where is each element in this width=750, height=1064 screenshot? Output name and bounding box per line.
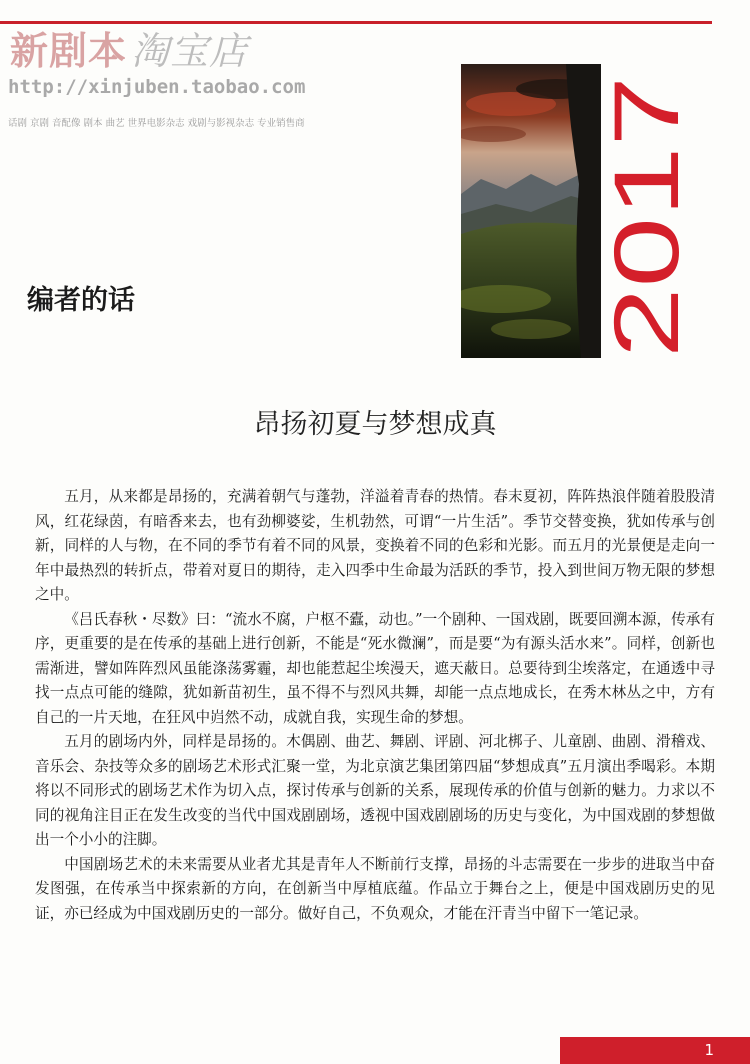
watermark-tags: 话剧 京剧 音配像 剧本 曲艺 世界电影杂志 戏剧与影视杂志 专业销售商 [8,118,305,129]
year-text: 2017 [596,153,698,358]
logo-brand: 新剧本 [10,29,128,73]
watermark-url: http://xinjuben.taobao.com [8,76,306,98]
paragraph: 《吕氏春秋・尽数》曰：“流水不腐，户枢不蠹，动也。”一个剧种、一国戏剧，既要回溯本源，传承有序，更重要的是在传承的基础上进行创新，不能是“死水微澜”，而是要“为有源头活水来”。同样，创新也需渐进，譬如阵阵烈风虽能涤荡雾霾，却也能惹起尘埃漫天，遮天蔽日。总要待到尘埃落定，在通透中寻找一点点可能的缝隙，犹如新苗初生，虽不得不与烈风共舞，却能一点点地成长，在秀木林丛之中，方有自己的一片天地，在狂风中岿然不动，成就自我，实现生命的梦想。 [35,610,715,726]
watermark-logo [10,20,248,75]
section-title: 编者的话 [27,285,135,316]
page-number: 1 [704,1041,714,1059]
logo-store: 淘宝店 [131,29,249,73]
article-title: 昂扬初夏与梦想成真 [253,409,497,440]
year-vertical [596,60,723,360]
paragraph: 五月，从来都是昂扬的，充满着朝气与蓬勃，洋溢着青春的热情。春末夏初，阵阵热浪伴随着股股清风，红花绿茵，有暗香来去，也有劲柳婆娑，生机勃然，可谓“一片生活”。季节交替变换，犹如传承与创新，同样的人与物，在不同的季节有着不同的风景，变换着不同的色彩和光影。而五月的光景便是走向一年中最热烈的转折点，带着对夏日的期待，走入四季中生命最为活跃的季节，投入到世间万物无限的梦想之中。 [35,488,715,603]
landscape-photo [461,64,601,358]
footer-bar [560,1037,750,1064]
paragraph: 五月的剧场内外，同样是昂扬的。木偶剧、曲艺、舞剧、评剧、河北梆子、儿童剧、曲剧、滑稽戏、音乐会、杂技等众多的剧场艺术形式汇聚一堂，为北京演艺集团第四届“梦想成真”五月演出季喝彩。本期将以不同形式的剧场艺术作为切入点，探讨传承与创新的关系，展现传承的价值与创新的魅力。力求以不同的视角注目正在发生改变的当代中国戏剧剧场，透视中国戏剧剧场的历史与变化，为中国戏剧的梦想做出一个小小的注脚。 [35,733,715,848]
paragraph: 中国剧场艺术的未来需要从业者尤其是青年人不断前行支撑，昂扬的斗志需要在一步步的进取当中奋发图强，在传承当中探索新的方向，在创新当中厚植底蕴。作品立于舞台之上，便是中国戏剧历史的见证，亦已经成为中国戏剧历史的一部分。做好自己，不负观众，才能在汗青当中留下一笔记录。 [35,855,715,922]
article-body [35,485,715,926]
